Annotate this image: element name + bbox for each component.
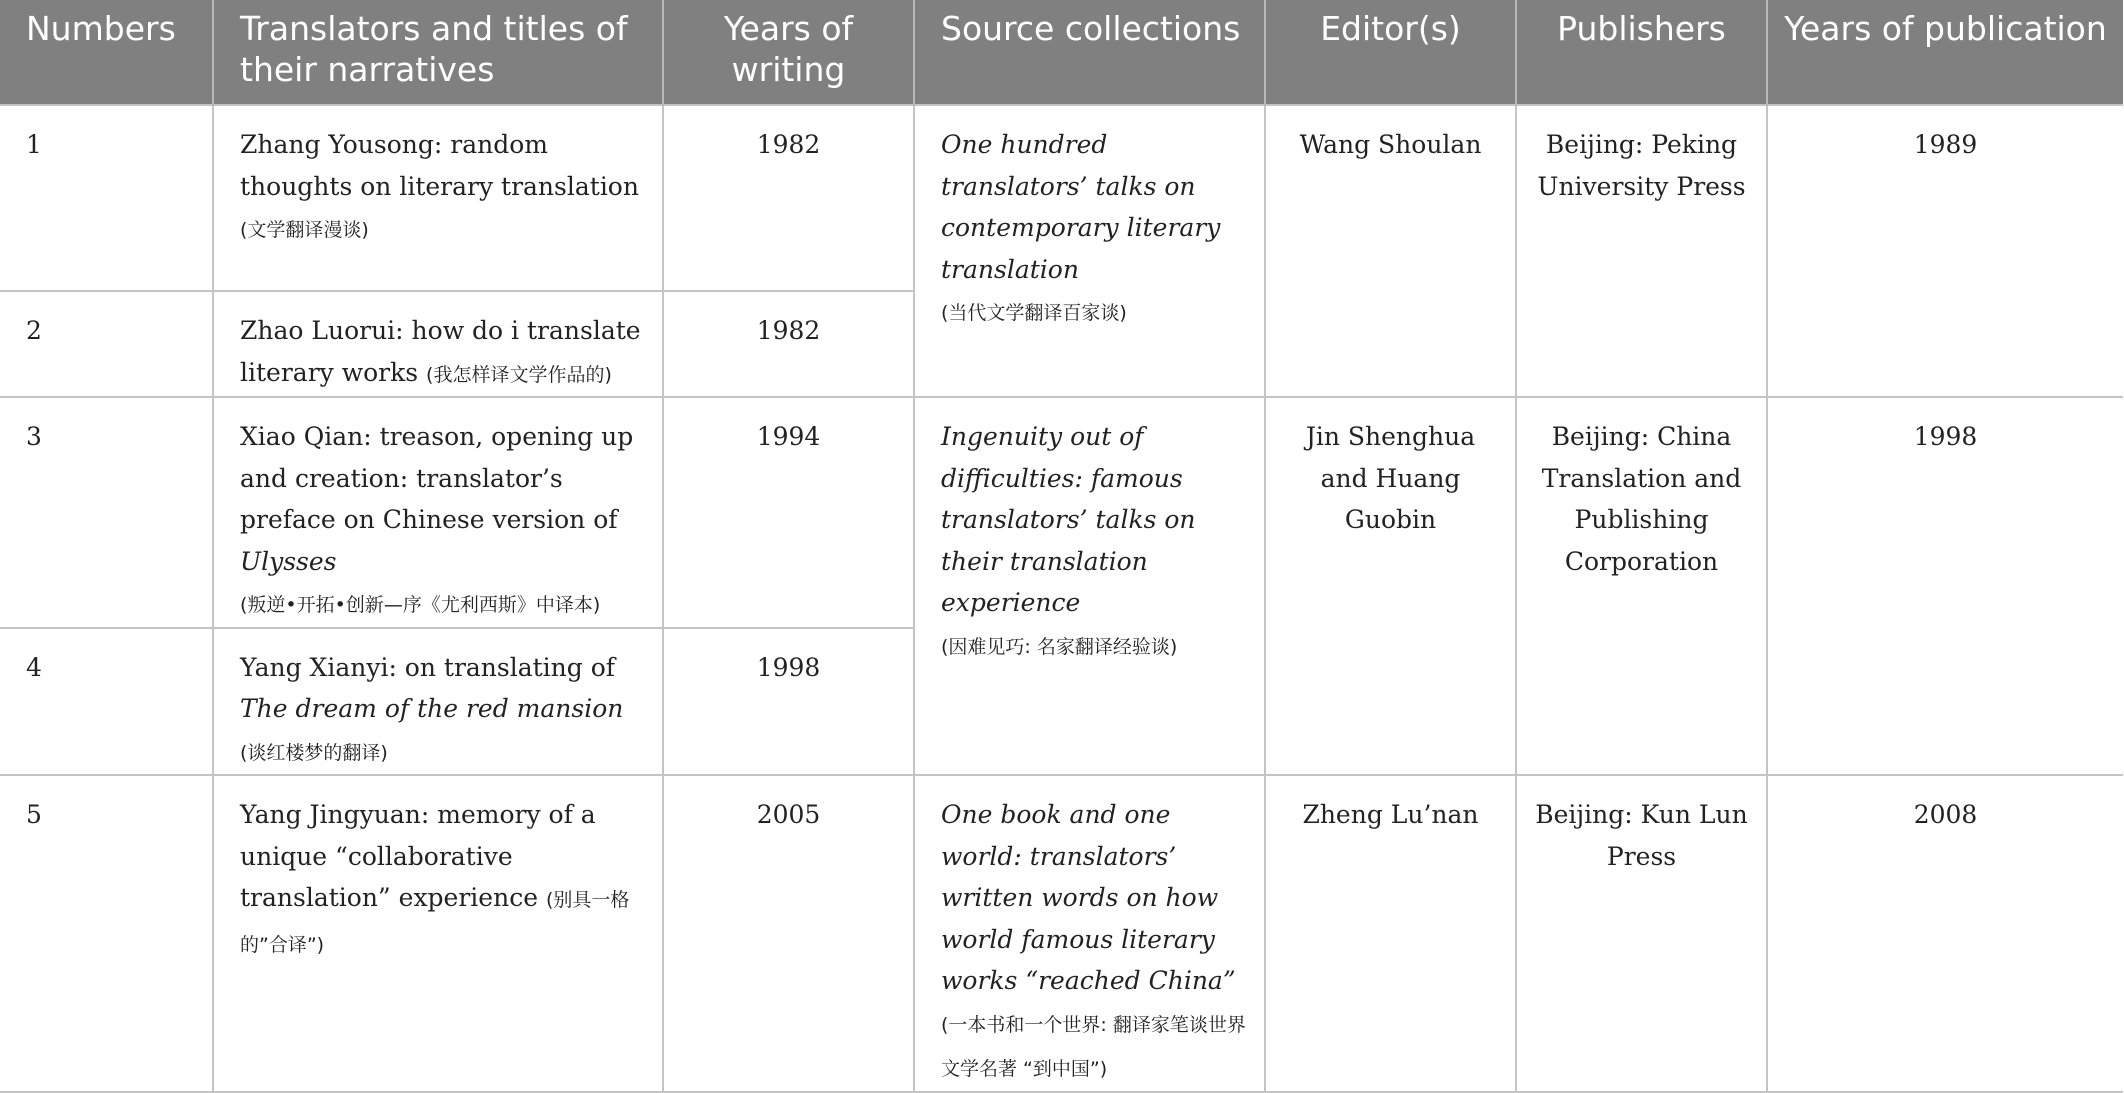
row-number: 1 [0,105,213,291]
year-of-writing: 2005 [663,775,914,1092]
header-years-publication: Years of publication [1767,0,2123,105]
title-chinese: (谈红楼梦的翻译) [240,741,388,764]
narrative-title [213,105,663,291]
header-years-writing: Years of writing [663,0,914,105]
publisher: Beijing: Peking University Press [1516,105,1767,397]
header-publishers: Publishers [1516,0,1767,105]
year-of-writing: 1998 [663,628,914,776]
header-row [0,0,2123,105]
narrative-title [213,291,663,397]
year-of-publication: 1998 [1767,397,2123,775]
editors: Wang Shoulan [1265,105,1516,397]
year-of-writing: 1982 [663,105,914,291]
title-text: Yang Jingyuan: memory of a unique “collaborative translation” experience [240,800,596,912]
table-row [0,105,2123,291]
title-text: Xiao Qian: treason, opening up and creation: translator’s preface on Chinese version of [240,422,634,534]
title-text: Yang Xianyi: on translating of [240,652,616,682]
source-title: Ingenuity out of difficulties: famous translators’ talks on their translation experience [941,422,1196,617]
title-chinese: (叛逆•开拓•创新—序《尤利西斯》中译本) [240,594,601,616]
header-translators: Translators and titles of their narratives [213,0,663,105]
row-number: 2 [0,291,213,397]
title-text: Zhang Yousong: random thoughts on literary translation [240,130,639,201]
publisher: Beijing: Kun Lun Press [1516,775,1767,1092]
row-number: 4 [0,628,213,776]
source-collection [914,397,1265,775]
title-chinese: (别具一格的”合译”) [240,889,630,956]
title-chinese: (我怎样译文学作品的) [426,363,612,386]
table-row [0,775,2123,1092]
header-editors: Editor(s) [1265,0,1516,105]
source-chinese: (当代文学翻译百家谈) [941,302,1127,324]
title-chinese: (文学翻译漫谈) [240,219,369,241]
editors: Jin Shenghua and Huang Guobin [1265,397,1516,775]
source-title: One hundred translators’ talks on contemporary literary translation [941,130,1221,284]
table-row [0,397,2123,628]
source-collection [914,775,1265,1092]
year-of-publication: 2008 [1767,775,2123,1092]
source-chinese: (一本书和一个世界: 翻译家笔谈世界文学名著 “到中国”) [941,1013,1246,1080]
title-text: Zhao Luorui: how do i translate literary works [240,316,641,387]
title-italic: The dream of the red mansion [240,694,624,723]
header-sources: Source collections [914,0,1265,105]
source-collection [914,105,1265,397]
narrative-title [213,775,663,1092]
narrative-title [213,628,663,776]
header-numbers: Numbers [0,0,213,105]
narrative-title [213,397,663,628]
row-number: 3 [0,397,213,628]
title-italic: Ulysses [240,546,337,576]
row-number: 5 [0,775,213,1092]
publisher: Beijing: China Translation and Publishing Corporation [1516,397,1767,775]
year-of-writing: 1994 [663,397,914,628]
editors: Zheng Lu’nan [1265,775,1516,1092]
source-chinese: (因难见巧: 名家翻译经验谈) [941,635,1178,658]
year-of-writing: 1982 [663,291,914,397]
year-of-publication: 1989 [1767,105,2123,397]
source-title: One book and one world: translators’ written words on how world famous literary works “reached China” [941,800,1236,995]
